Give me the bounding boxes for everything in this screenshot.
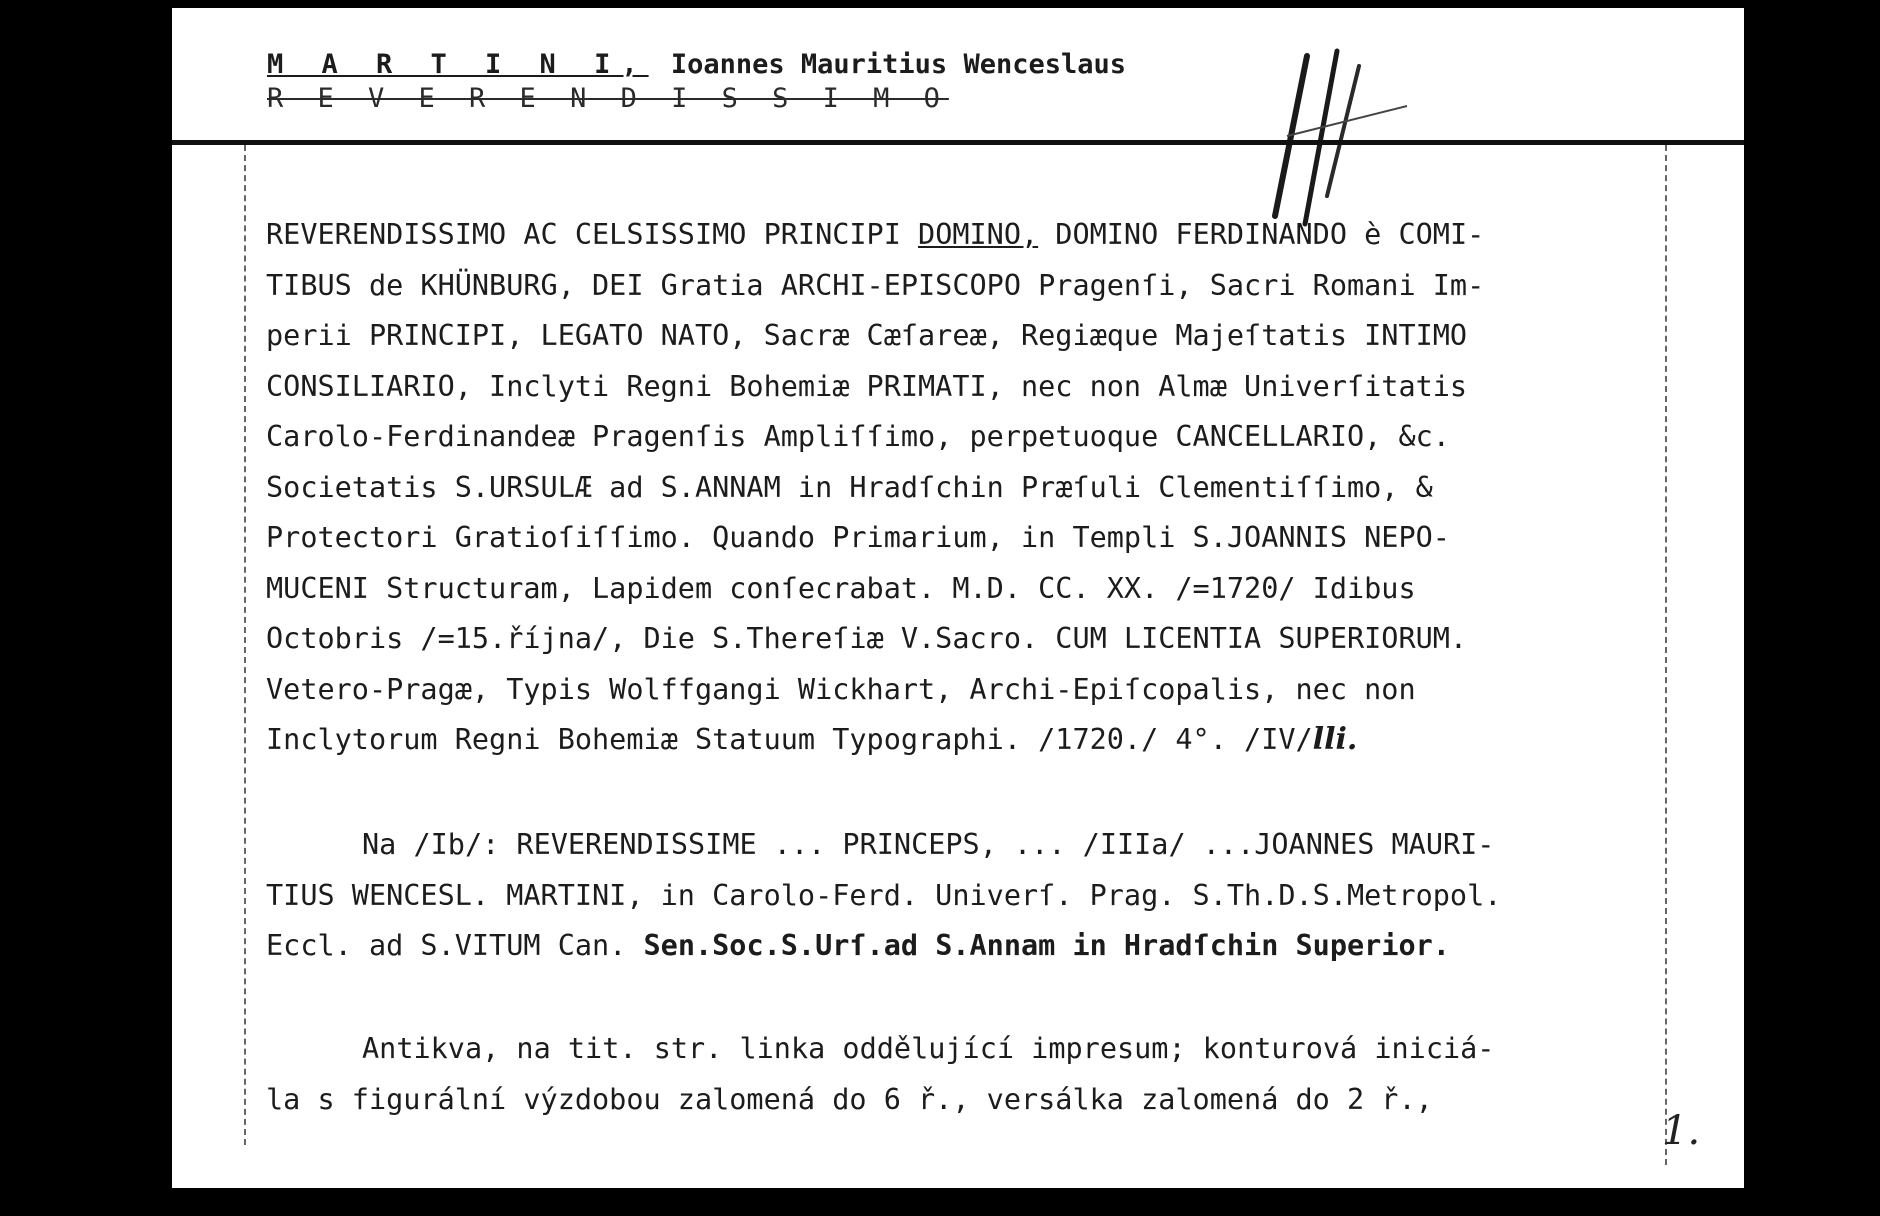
handwritten-note: lli. — [1312, 722, 1358, 757]
entry-line: Octobris /=15.října/, Die S.Thereſiæ V.Sacro. CUM LICENTIA SUPERIORUM. — [266, 622, 1468, 655]
dedication-line: Na /Ib/: REVERENDISSIME ... PRINCEPS, ... /IIIa/ ...JOANNES MAURI- — [362, 828, 1495, 861]
entry-line: MUCENI Structuram, Lapidem conſecrabat. M.D. CC. XX. /=1720/ Idibus — [266, 571, 1416, 605]
entry-line: Inclytorum Regni Bohemiæ Statuum Typographi. /1720./ 4°. /IV/lli. — [266, 722, 1358, 757]
description-line: la s figurální výzdobou zalomená do 6 ř., versálka zalomená do 2 ř., — [266, 1082, 1433, 1116]
author-surname: M A R T I N I, — [267, 49, 649, 80]
entry-line: CONSILIARIO, Inclyti Regni Bohemiæ PRIMATI, nec non Almæ Univerſitatis — [266, 369, 1468, 403]
struck-heading-word: R E V E R E N D I S S I M O — [267, 83, 949, 114]
entry-line: Societatis S.URSULÆ ad S.ANNAM in Hradſchin Præſuli Clementiſſimo, & — [266, 470, 1433, 504]
dedication-note — [266, 820, 1686, 972]
entry-line: Carolo-Ferdinandeæ Pragenſis Ampliſſimo, perpetuoque CANCELLARIO, &c. — [266, 420, 1450, 453]
underlined-word: DOMINO, — [918, 218, 1039, 251]
entry-line: REVERENDISSIMO AC CELSISSIMO PRINCIPI DOMINO, DOMINO FERDINANDO è COMI- — [266, 218, 1485, 251]
dedication-line: TIUS WENCESL. MARTINI, in Carolo-Ferd. Univerſ. Prag. S.Th.D.S.Metropol. — [266, 878, 1502, 912]
entry-line: perii PRINCIPI, LEGATO NATO, Sacræ Cæſareæ, Regiæque Majeſtatis INTIMO — [266, 319, 1468, 352]
left-margin-line — [244, 145, 246, 1145]
page-number: 1. — [1662, 1108, 1701, 1154]
description-line: Antikva, na tit. str. linka oddělující impresum; konturová iniciá- — [362, 1032, 1495, 1065]
catalog-card — [172, 8, 1744, 1188]
title-entry — [266, 210, 1686, 766]
physical-description — [266, 1024, 1686, 1125]
bold-phrase: Sen.Soc.S.Urſ.ad S.Annam in Hradſchin Superior. — [643, 929, 1450, 962]
entry-line: Protectori Gratioſiſſimo. Quando Primarium, in Templi S.JOANNIS NEPO- — [266, 521, 1450, 554]
entry-line: TIBUS de KHÜNBURG, DEI Gratia ARCHI-EPISCOPO Pragenſi, Sacri Romani Im- — [266, 268, 1485, 302]
dedication-line: Eccl. ad S.VITUM Can. Sen.Soc.S.Urſ.ad S.Annam in Hradſchin Superior. — [266, 929, 1450, 962]
entry-line: Vetero-Pragæ, Typis Wolffgangi Wickhart, Archi-Epiſcopalis, nec non — [266, 672, 1416, 706]
header-rule — [172, 140, 1744, 145]
author-forenames: Ioannes Mauritius Wenceslaus — [670, 49, 1126, 80]
